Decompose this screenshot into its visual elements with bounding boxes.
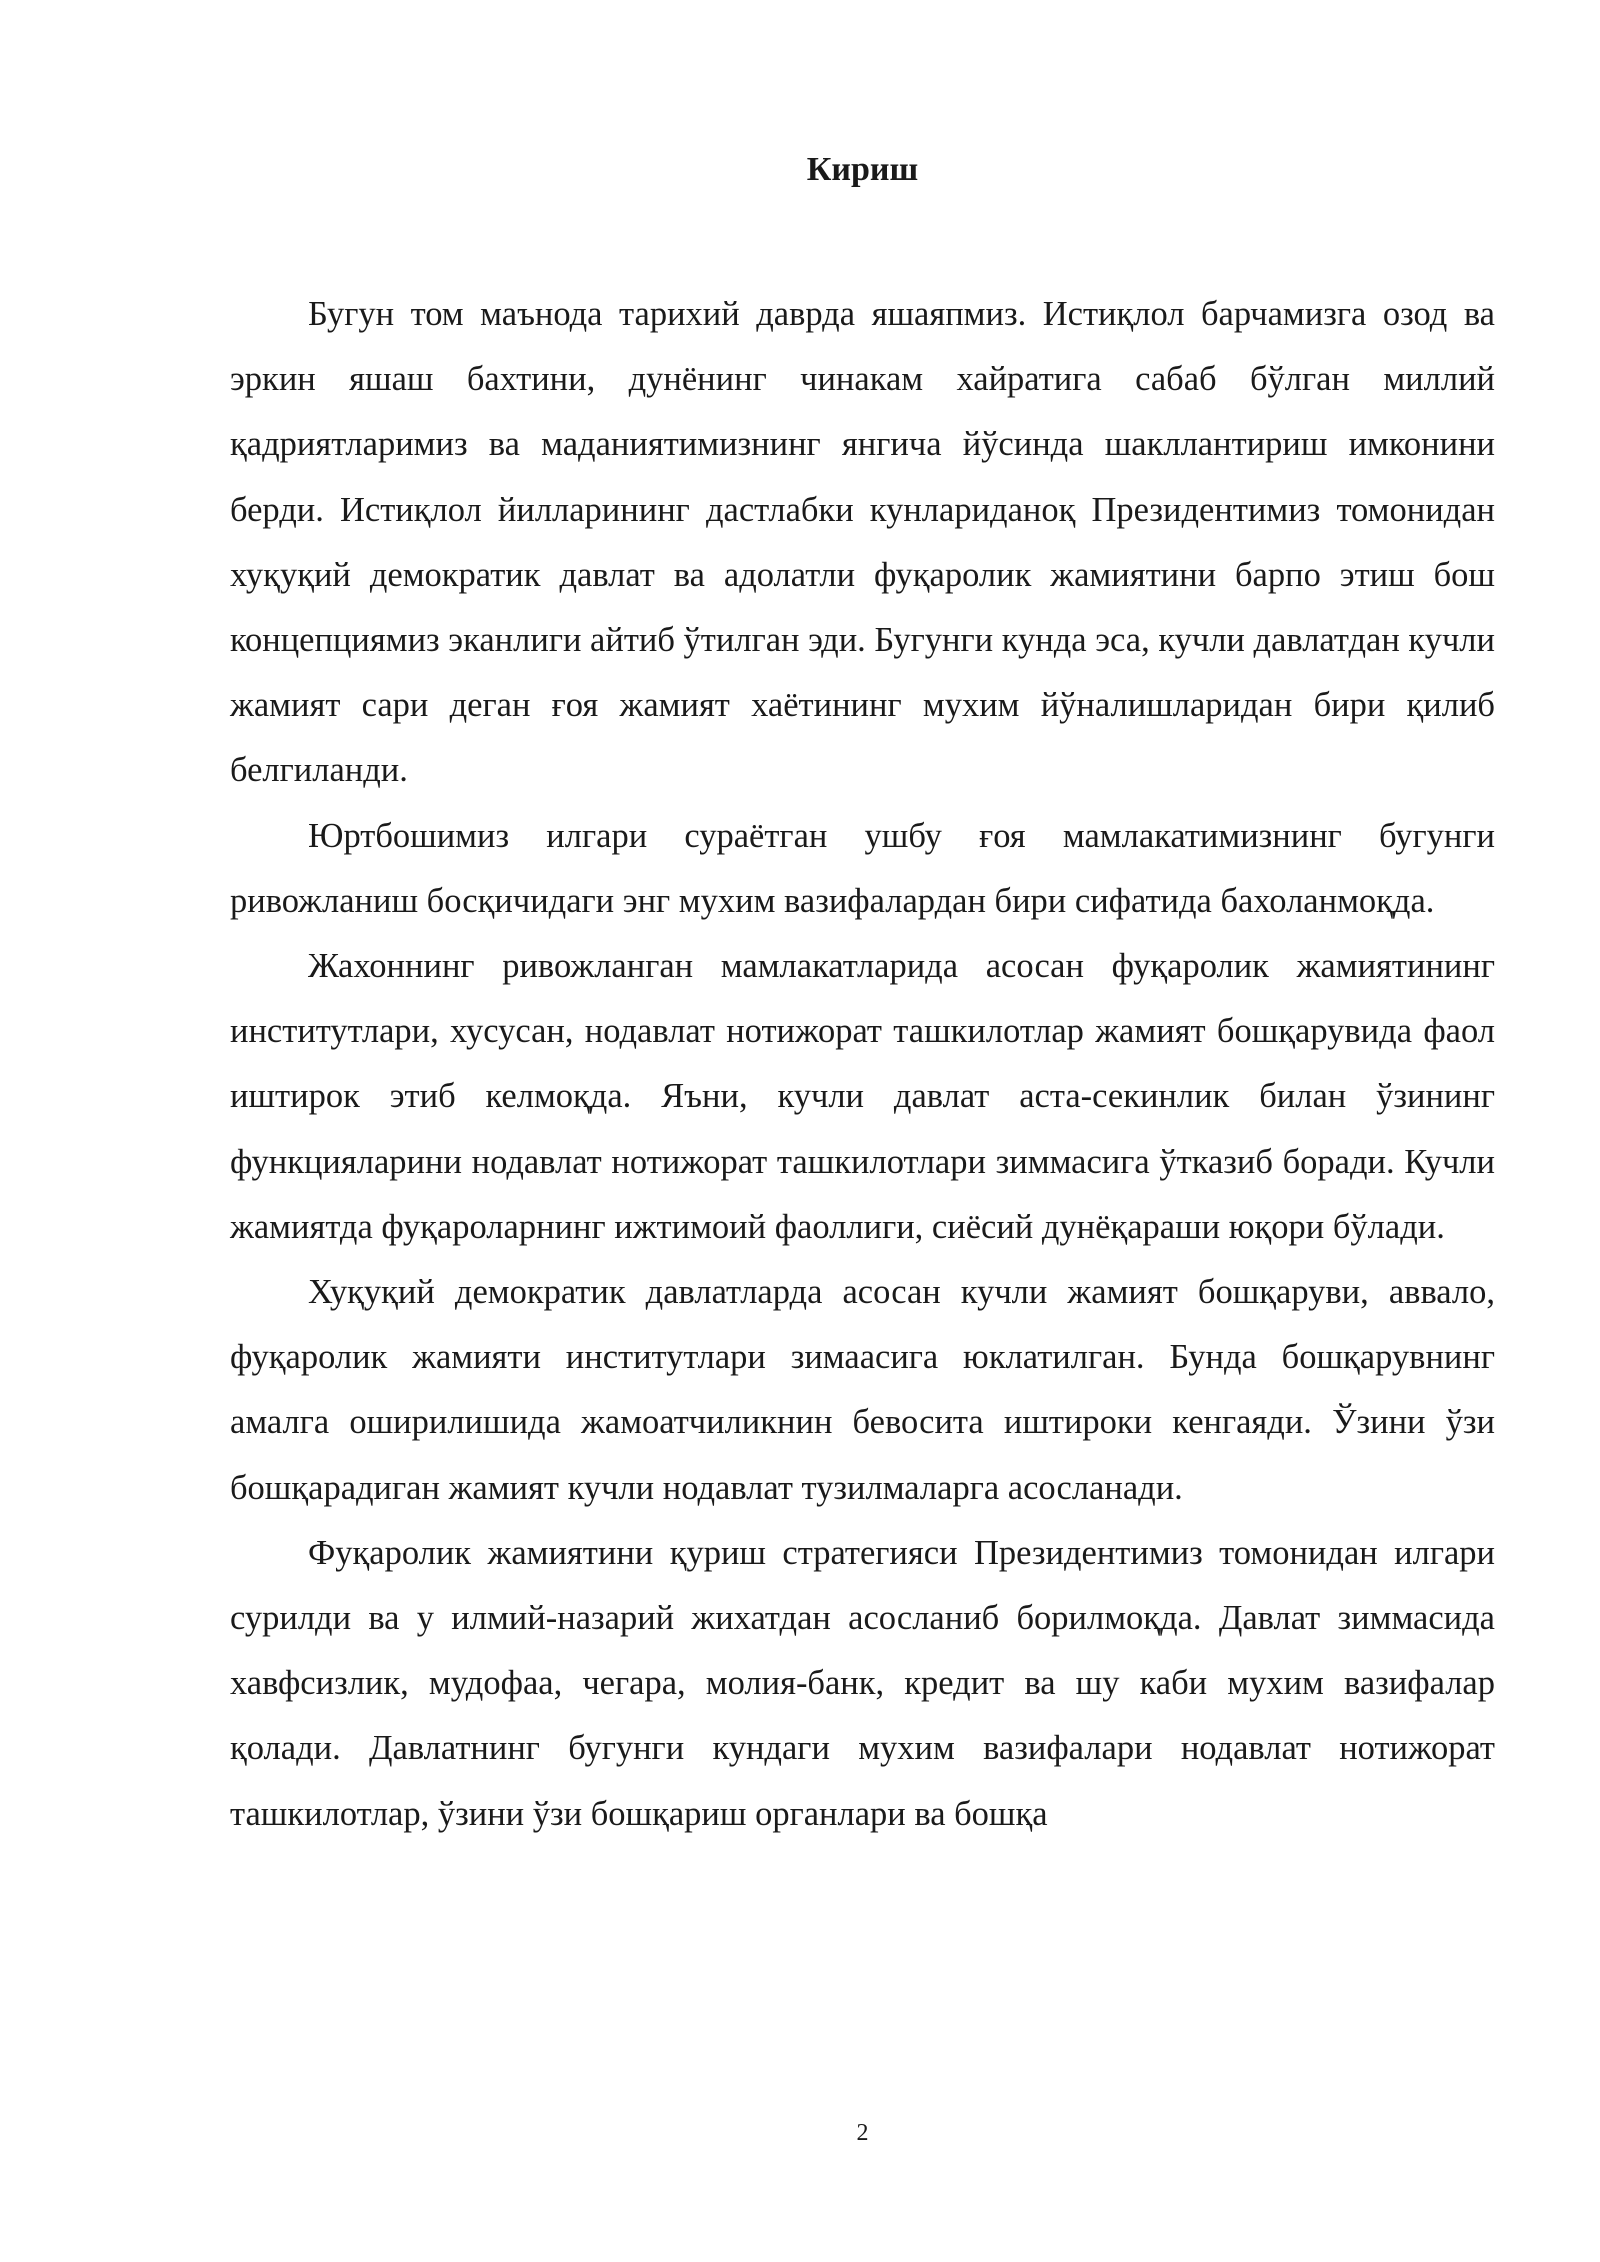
paragraph-3: Жахоннинг ривожланган мамлакатларида асосан фуқаролик жамиятининг институтлари, хусусан, нодавлат нотижорат ташкилотлар жамият бошқарувида фаол иштирок этиб келмоқда. Яъни, кучли давлат аста-секинлик билан ўзининг функцияларини нодавлат нотижорат ташкилотлари зиммасига ўтказиб боради. Кучли жамиятда фуқароларнинг ижтимоий фаоллиги, сиёсий дунёқараши юқори бўлади. bbox=[230, 947, 1495, 1246]
paragraph-2: Юртбошимиз илгари сураётган ушбу ғоя мамлакатимизнинг бугунги ривожланиш босқичидаги энг мухим вазифалардан бири сифатида бахоланмоқда. bbox=[230, 816, 1495, 920]
paragraph-5: Фуқаролик жамиятини қуриш стратегияси Президентимиз томонидан илгари сурилди ва у илмий-назарий жихатдан асосланиб борилмоқда. Давлат зиммасида хавфсизлик, мудофаа, чегара, молия-банк, кредит ва шу каби мухим вазифалар қолади. Давлатнинг бугунги кундаги мухим вазифалари нодавлат нотижорат ташкилотлар, ўзини ўзи бошқариш органлари ва бошқа bbox=[230, 1533, 1495, 1833]
page-number: 2 bbox=[856, 2120, 869, 2146]
paragraph-1: Бугун том маънода тарихий даврда яшаяпмиз. Истиқлол барчамизга озод ва эркин яшаш бахтини, дунёнинг чинакам хайратига сабаб бўлган миллий қадриятларимиз ва маданиятимизнинг янгича йўсинда шакллантириш имконини берди. Истиқлол йилларининг дастлабки кунлариданоқ Президентимиз томонидан хуқуқий демократик давлат ва адолатли фуқаролик жамиятини барпо этиш бош концепциямиз эканлиги айтиб ўтилган эди. Бугунги кунда эса, кучли давлатдан кучли жамият сари деган ғоя жамият хаётининг мухим йўналишларидан бири қилиб белгиланди. bbox=[230, 295, 1495, 790]
page-title: Кириш bbox=[806, 151, 919, 188]
body-text bbox=[230, 282, 1495, 1847]
paragraph-4: Хуқуқий демократик давлатларда асосан кучли жамият бошқаруви, аввало, фуқаролик жамияти институтлари зимаасига юклатилган. Бунда бошқарувнинг амалга оширилишида жамоатчиликнин бевосита иштироки кенгаяди. Ўзини ўзи бошқарадиган жамият кучли нодавлат тузилмаларга асосланади. bbox=[230, 1273, 1495, 1507]
